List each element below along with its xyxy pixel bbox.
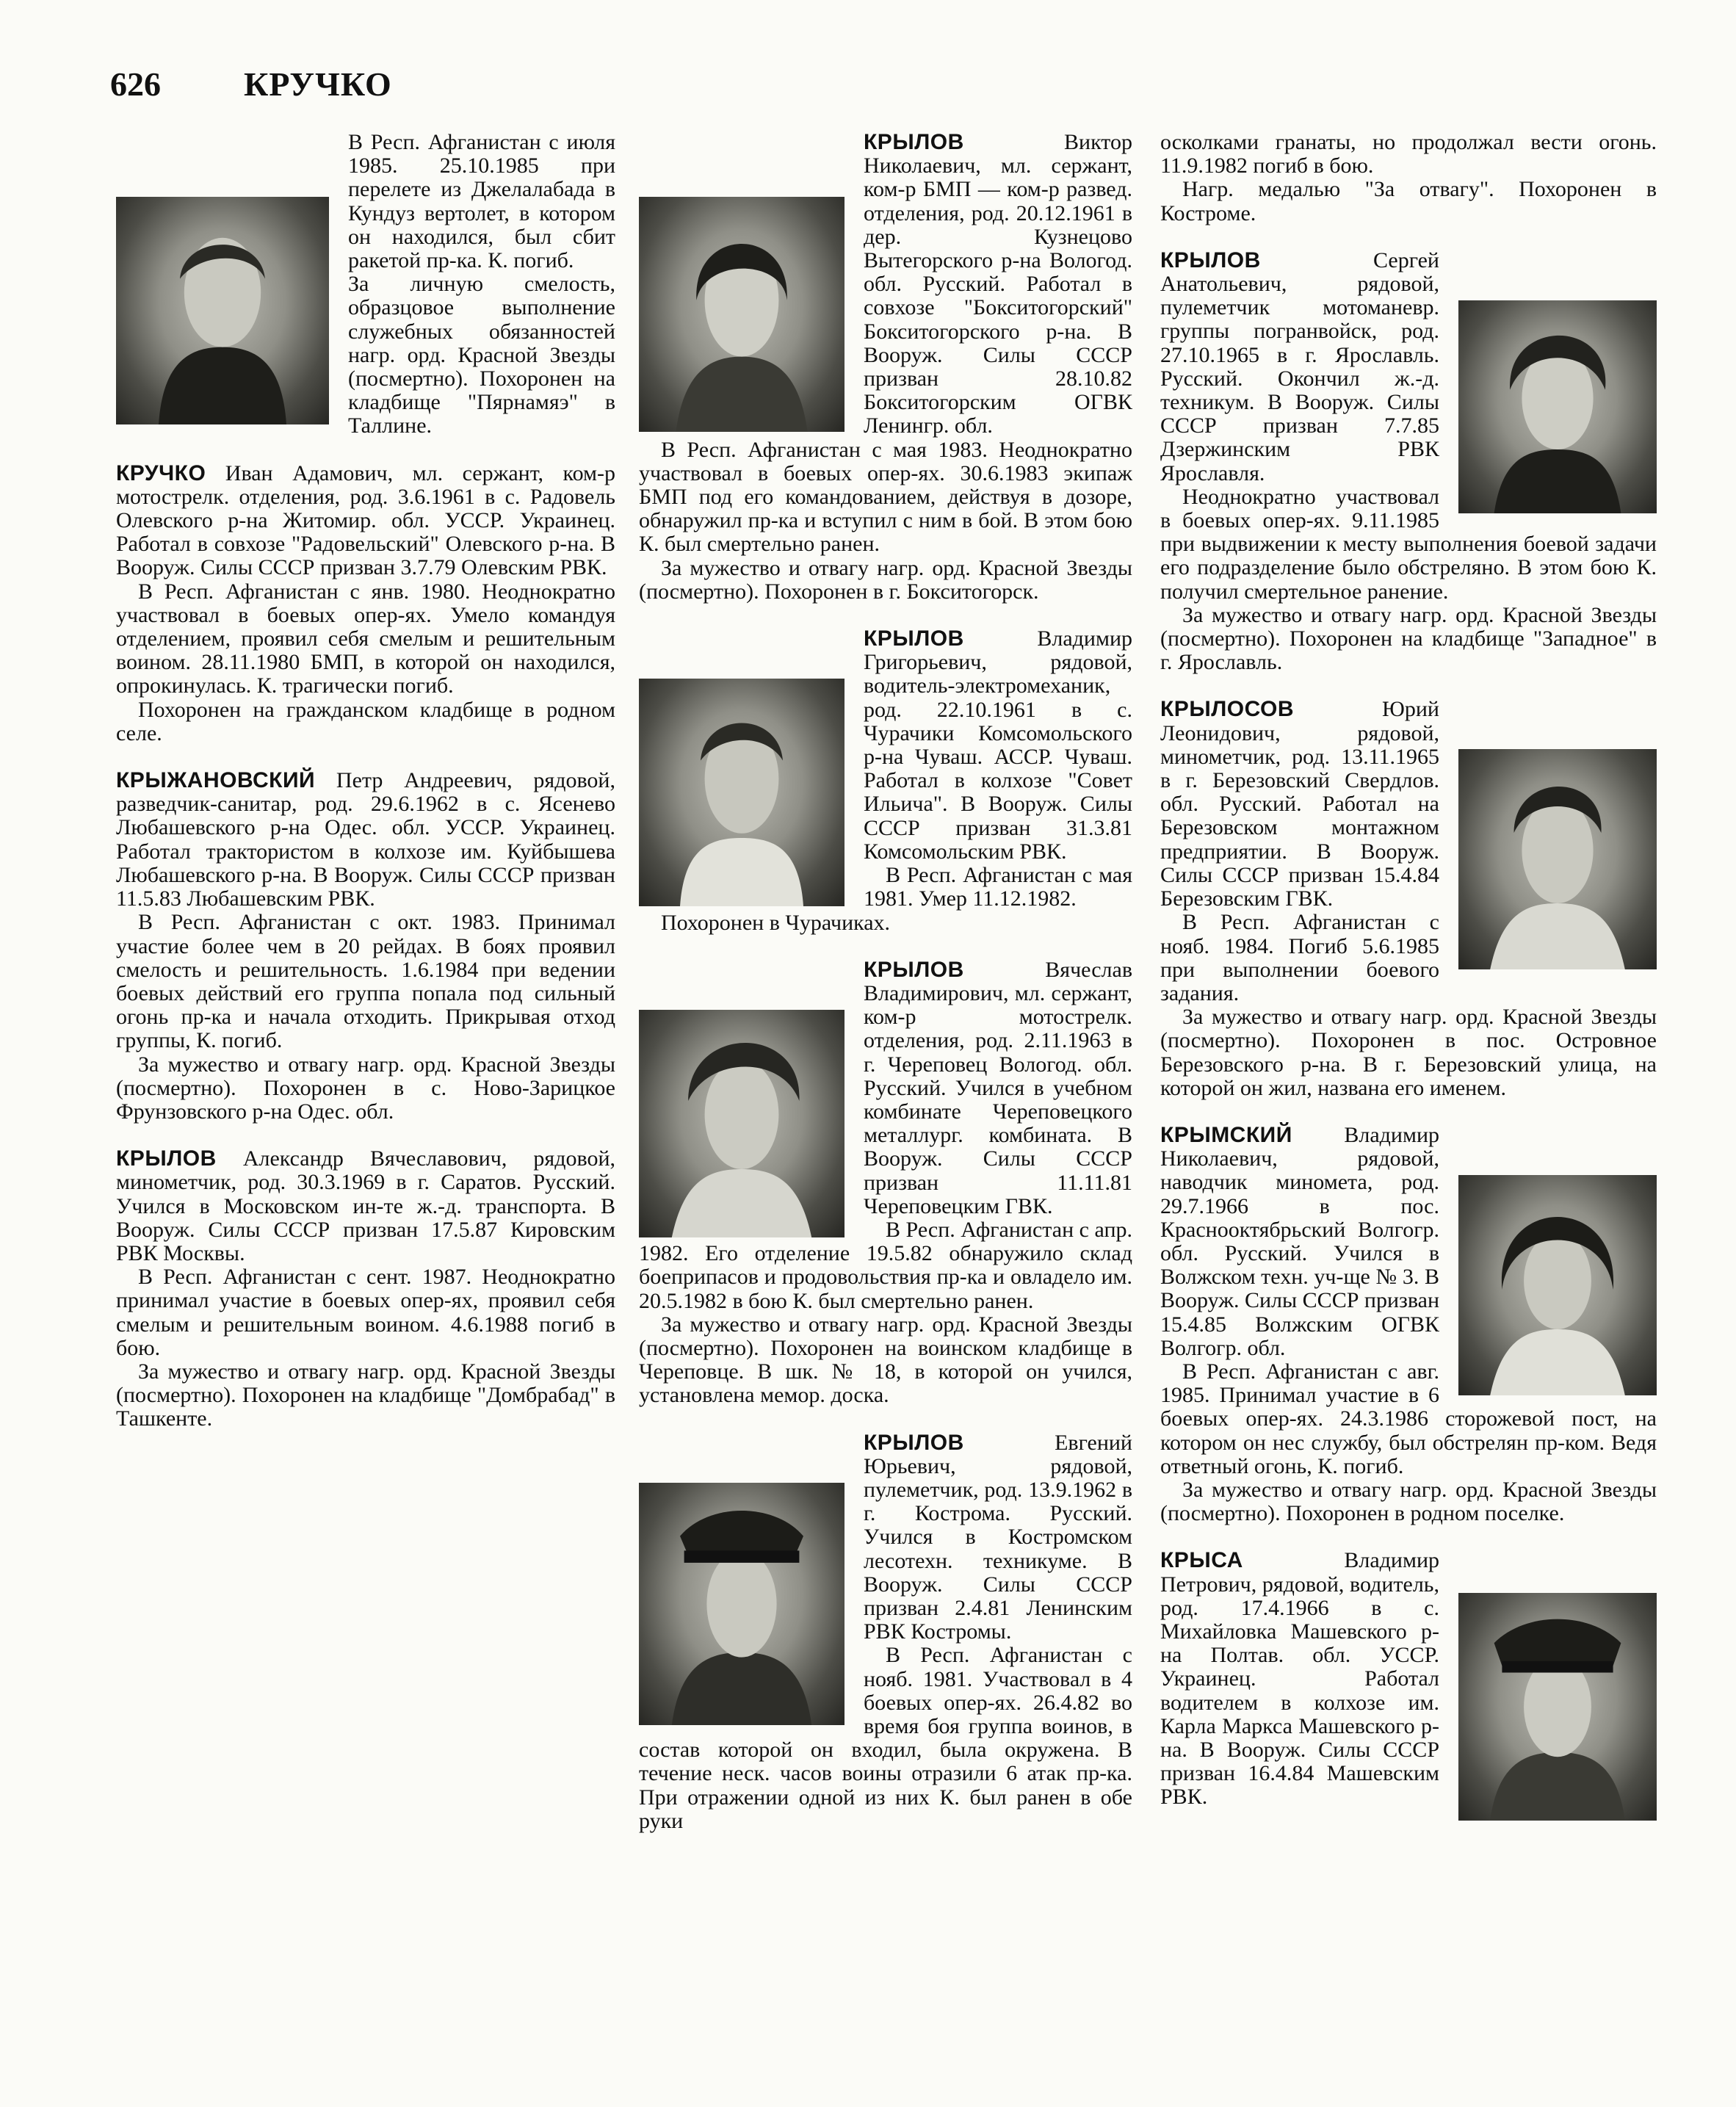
entry	[1160, 1549, 1657, 1809]
paragraph: В Респ. Афганистан с июля 1985. 25.10.1985 при перелете из Джелалабада в Кундуз вертолет, в котором он находился, был сбит ракетой пр-ка. К. погиб.	[348, 130, 615, 273]
paragraph: За мужество и отвагу нагр. орд. Красной Звезды (посмертно). Похоронен в пос. Островное Березовского р-на. В г. Березовский улица, на которой он жил, названа его именем.	[1160, 1005, 1657, 1100]
paragraph: В Респ. Афганистан с авг. 1985. Принимал участие в 6 боевых опер-ях. 24.3.1986 сторожевой пост, на котором он нес службу, был обстрелян пр-ком. Ведя ответный огонь, К. погиб.	[1160, 1359, 1657, 1478]
column-1	[116, 131, 615, 1455]
portrait-photo	[639, 679, 845, 906]
paragraph: За мужество и отвагу нагр. орд. Красной Звезды (посмертно). Похоронен на кладбище "Западное" в г. Ярославль.	[1160, 602, 1657, 675]
entry-bio: Александр Вячеславович, рядовой, минометчик, род. 30.3.1969 в г. Саратов. Русский. Учился в Московском ин-те ж.-д. транспорта. В Вооруж. Силы СССР призван 17.5.87 Кировским РВК Москвы.	[116, 1146, 615, 1265]
entry-surname: КРЫЛОВ	[864, 1430, 964, 1455]
portrait-photo	[639, 197, 845, 432]
entry-bio: Петр Андреевич, рядовой, разведчик-санитар, род. 29.6.1962 в с. Ясенево Любашевского р-на Одес. обл. УССР. Украинец. Работал трактористом в колхозе им. Куйбышева Любашевского р-на. В Вооруж. Силы СССР призван 11.5.83 Любашевским РВК.	[116, 768, 615, 911]
entry	[639, 627, 1132, 935]
paragraph: Похоронен на гражданском кладбище в родном селе.	[116, 697, 615, 745]
column-3	[1160, 131, 1657, 1833]
portrait-photo	[639, 1010, 845, 1237]
paragraph: В Респ. Афганистан с мая 1981. Умер 11.12.1982.	[864, 863, 1132, 911]
entry	[1160, 698, 1657, 1099]
entry	[1160, 249, 1657, 675]
paragraph: За мужество и отвагу нагр. орд. Красной Звезды (посмертно). Похоронен в родном поселке.	[1160, 1477, 1657, 1526]
entry-bio: Владимир Петрович, рядовой, водитель, род. 17.4.1966 в с. Михайловка Машевского р-на Полтав. обл. УССР. Украинец. Работал водителем в колхозе им. Карла Маркса Машевского р-на. В Вооруж. Силы СССР призван 16.4.84 Машевским РВК.	[1160, 1548, 1439, 1810]
entry-surname: КРЫЛОВ	[116, 1146, 217, 1171]
paragraph: За мужество и отвагу нагр. орд. Красной Звезды (посмертно). Похоронен в с. Ново-Зарицкое Фрунзовского р-на Одес. обл.	[116, 1052, 615, 1124]
page-number: 626	[110, 65, 161, 103]
entry-continued	[1160, 131, 1657, 225]
entry-bio: Владимир Григорьевич, рядовой, водитель-электромеханик, род. 22.10.1961 в с. Чурачики Комсомольского р-на Чуваш. АССР. Чуваш. Работал в колхозе "Совет Ильича". В Вооруж. Силы СССР призван 31.3.81 Комсомольским РВК.	[864, 626, 1132, 864]
paragraph: За мужество и отвагу нагр. орд. Красной Звезды (посмертно). Похоронен на воинском кладбище в Череповце. В шк. № 18, в которой он учился, установлена мемор. доска.	[639, 1312, 1132, 1408]
paragraph: В Респ. Афганистан с сент. 1987. Неоднократно принимал участие в боевых опер-ях, проявил себя смелым и решительным воином. 4.6.1988 погиб в бою.	[116, 1265, 615, 1360]
paragraph: осколками гранаты, но продолжал вести огонь. 11.9.1982 погиб в бою.	[1160, 130, 1657, 178]
paragraph: За личную смелость, образцовое выполнение служебных обязанностей нагр. орд. Красной Звезды (посмертно). Похоронен на кладбище "Пярнамяэ" в Таллине.	[348, 272, 615, 438]
column-2	[639, 131, 1132, 1857]
entry-surname: КРЫЛОВ	[864, 957, 964, 982]
entry	[639, 958, 1132, 1408]
entry-surname: КРЫМСКИЙ	[1160, 1122, 1292, 1147]
entry-surname: КРЫЛОСОВ	[1160, 697, 1294, 722]
entry-bio: Иван Адамович, мл. сержант, ком-р мотострелк. отделения, род. 3.6.1961 в с. Радовель Олевского р-на Житомир. обл. УССР. Украинец. Работал в совхозе "Радовельский" Олевского р-на. В Вооруж. Силы СССР призван 3.7.79 Олевским РВК.	[116, 460, 615, 580]
paragraph: За мужество и отвагу нагр. орд. Красной Звезды (посмертно). Похоронен на кладбище "Домбрабад" в Ташкенте.	[116, 1359, 615, 1431]
entry-continued	[116, 131, 615, 438]
running-head: КРУЧКО	[244, 65, 392, 103]
entry-surname: КРУЧКО	[116, 460, 206, 485]
entry-lead	[116, 1147, 615, 1265]
paragraph: За мужество и отвагу нагр. орд. Красной Звезды (посмертно). Похоронен в г. Бокситогорск.	[639, 555, 1132, 604]
entry-surname: КРЫЛОВ	[864, 626, 964, 651]
paragraph: Неоднократно участвовал в боевых опер-ях. 9.11.1985 при выдвижении к месту выполнения боевой задачи его подразделение было обстреляно. В этом бою К. получил смертельное ранение.	[1160, 484, 1657, 604]
portrait-photo	[1458, 749, 1657, 969]
entry-bio: Евгений Юрьевич, рядовой, пулеметчик, род. 13.9.1962 в г. Кострома. Русский. Учился в Костромском лесотехн. техникуме. В Вооруж. Силы СССР призван 2.4.81 Ленинским РВК Костромы.	[864, 1430, 1132, 1644]
paragraph: В Респ. Афганистан с апр. 1982. Его отделение 19.5.82 обнаружило склад боеприпасов и продовольствия пр-ка и овладело им. 20.5.1982 в бою К. был смертельно ранен.	[639, 1217, 1132, 1313]
entry	[639, 1431, 1132, 1833]
paragraph: Похоронен в Чурачиках.	[661, 910, 891, 935]
portrait-photo	[1458, 1175, 1657, 1395]
paragraph: Нагр. медалью "За отвагу". Похоронен в Костроме.	[1160, 177, 1657, 225]
entry-bio: Юрий Леонидович, рядовой, минометчик, род. 13.11.1965 в г. Березовский Свердлов. обл. Русский. Работал на Березовском монтажном предприятии. В Вооруж. Силы СССР призван 15.4.84 Березовским ГВК.	[1160, 697, 1439, 911]
entry	[639, 131, 1132, 604]
entry-bio: Владимир Николаевич, рядовой, наводчик миномета, род. 29.7.1966 в пос. Красноoктябрьский Волгогр. обл. Русский. Учился в Волжском техн. уч-ще № 3. В Вооруж. Силы СССР призван 15.4.85 Волжским ОГВК Волгогр. обл.	[1160, 1122, 1439, 1360]
entry-lead	[116, 769, 615, 911]
entry-bio: Вячеслав Владимирович, мл. сержант, ком-р мотострелк. отделения, род. 2.11.1963 в г. Череповец Вологод. обл. Русский. Учился в учебном комбинате Череповецкого металлург. комбината. В Вооруж. Силы СССР призван 11.11.81 Череповецким ГВК.	[864, 957, 1132, 1218]
entry-surname: КРЫСА	[1160, 1548, 1243, 1573]
portrait-photo	[116, 197, 329, 424]
paragraph: В Респ. Афганистан с нояб. 1981. Участвовал в 4 боевых опер-ях. 26.4.82 во время боя группа воинов, в состав которой он входил, была окружена. В течение неск. часов воины отразили 6 атак пр-ка. При отражении одной из них К. был ранен в обе руки	[639, 1643, 1132, 1833]
portrait-photo	[1458, 300, 1657, 513]
entry-surname: КРЫЛОВ	[1160, 247, 1261, 272]
entry	[116, 1147, 615, 1431]
entry	[116, 462, 615, 745]
portrait-photo	[1458, 1593, 1657, 1821]
paragraph: В Респ. Афганистан с окт. 1983. Принимал участие более чем в 20 рейдах. В боях проявил смелость и решительность. 1.6.1984 при ведении боевых действий его группа попала под сильный огонь пр-ка и начала отходить. Прикрывая отход группы, К. погиб.	[116, 910, 615, 1053]
paragraph: В Респ. Афганистан с нояб. 1984. Погиб 5.6.1985 при выполнении боевого задания.	[1160, 910, 1439, 1005]
entry-surname: КРЫЛОВ	[864, 130, 964, 154]
entry-bio: Сергей Анатольевич, рядовой, пулеметчик мотоманевр. группы погранвойск, род. 27.10.1965 в г. Ярославль. Русский. Окончил ж.-д. техникум. В Вооруж. Силы СССР призван 7.7.85 Дзержинским РВК Ярославля.	[1160, 247, 1439, 485]
entry	[1160, 1124, 1657, 1525]
entry	[116, 769, 615, 1124]
entry-bio: Виктор Николаевич, мл. сержант, ком-р БМП — ком-р развед. отделения, род. 20.12.1961 в дер. Кузнецово Вытегорского р-на Вологод. обл. Русский. Работал в совхозе "Бокситогорский" Бокситогорского р-на. В Вооруж. Силы СССР призван 28.10.82 Бокситогорским ОГВК Ленингр. обл.	[864, 130, 1132, 438]
paragraph: В Респ. Афганистан с янв. 1980. Неоднократно участвовал в боевых опер-ях. Умело командуя отделением, проявил себя смелым и решительным воином. 28.11.1980 БМП, в которой он находился, опрокинулась. К. трагически погиб.	[116, 579, 615, 698]
portrait-photo	[639, 1483, 845, 1725]
paragraph: В Респ. Афганистан с мая 1983. Неоднократно участвовал в боевых опер-ях. 30.6.1983 экипаж БМП под его командованием, действуя в дозоре, обнаружил пр-ка и вступил с ним в бой. В этом бою К. был смертельно ранен.	[639, 437, 1132, 557]
entry-surname: КРЫЖАНОВСКИЙ	[116, 768, 316, 793]
entry-lead	[116, 462, 615, 580]
